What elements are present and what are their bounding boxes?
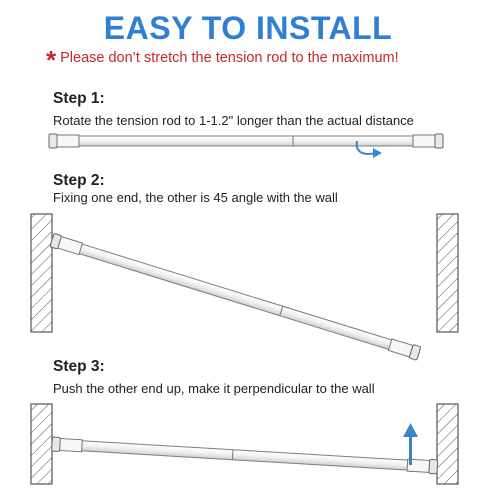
asterisk-icon: *: [46, 45, 57, 75]
push-up-arrow-icon: [403, 423, 418, 465]
step-3-heading: Step 3:: [53, 358, 105, 375]
step-2-text: Fixing one end, the other is 45 angle with the wall: [53, 190, 338, 205]
step-1-heading: Step 1:: [53, 90, 105, 107]
left-wall-step-3: [31, 404, 52, 484]
right-wall-step-2: [437, 214, 458, 332]
step-2-heading: Step 2:: [53, 172, 105, 189]
page-title: EASY TO INSTALL: [103, 10, 393, 46]
right-wall-step-3: [437, 404, 458, 484]
step-3-rod: [52, 437, 438, 474]
step-2-rod: [50, 233, 421, 360]
warning-text: Please don’t stretch the tension rod to the maximum!: [60, 50, 399, 66]
step-3-text: Push the other end up, make it perpendicular to the wall: [53, 381, 375, 396]
step-1-text: Rotate the tension rod to 1-1.2" longer than the actual distance: [53, 113, 414, 128]
left-wall-step-2: [31, 214, 52, 332]
step-1-rod: [49, 134, 443, 148]
